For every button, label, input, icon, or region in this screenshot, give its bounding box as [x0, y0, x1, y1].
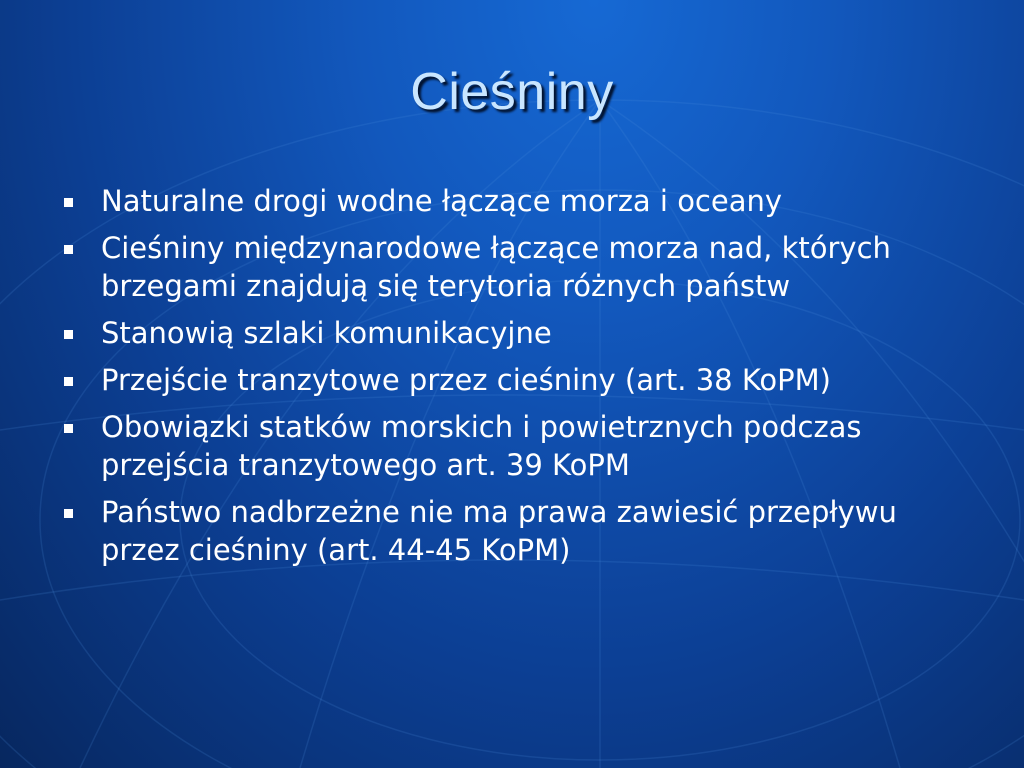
square-bullet-icon: [64, 424, 73, 433]
square-bullet-icon: [64, 245, 73, 254]
bullet-list: [62, 182, 962, 578]
bullet-text: Obowiązki statków morskich i powietrznych podczas przejścia tranzytowego art. 39 KoPM: [101, 410, 862, 482]
bullet-text: Przejście tranzytowe przez cieśniny (art. 38 KoPM): [101, 363, 831, 397]
bullet-text: Państwo nadbrzeżne nie ma prawa zawiesić przepływu przez cieśniny (art. 44-45 KoPM): [101, 495, 897, 567]
square-bullet-icon: [64, 377, 73, 386]
list-item: [62, 493, 962, 569]
slide-title: Cieśniny: [410, 63, 614, 121]
bullet-text: Stanowią szlaki komunikacyjne: [101, 316, 552, 350]
list-item: [62, 229, 962, 305]
list-item: [62, 361, 962, 399]
list-item: [62, 182, 962, 220]
square-bullet-icon: [64, 330, 73, 339]
bullet-text: Cieśniny międzynarodowe łączące morza nad, których brzegami znajdują się terytoria różnych państw: [101, 231, 891, 303]
square-bullet-icon: [64, 509, 73, 518]
bullet-text: Naturalne drogi wodne łączące morza i oceany: [101, 184, 783, 218]
list-item: [62, 408, 962, 484]
square-bullet-icon: [64, 198, 73, 207]
list-item: [62, 314, 962, 352]
